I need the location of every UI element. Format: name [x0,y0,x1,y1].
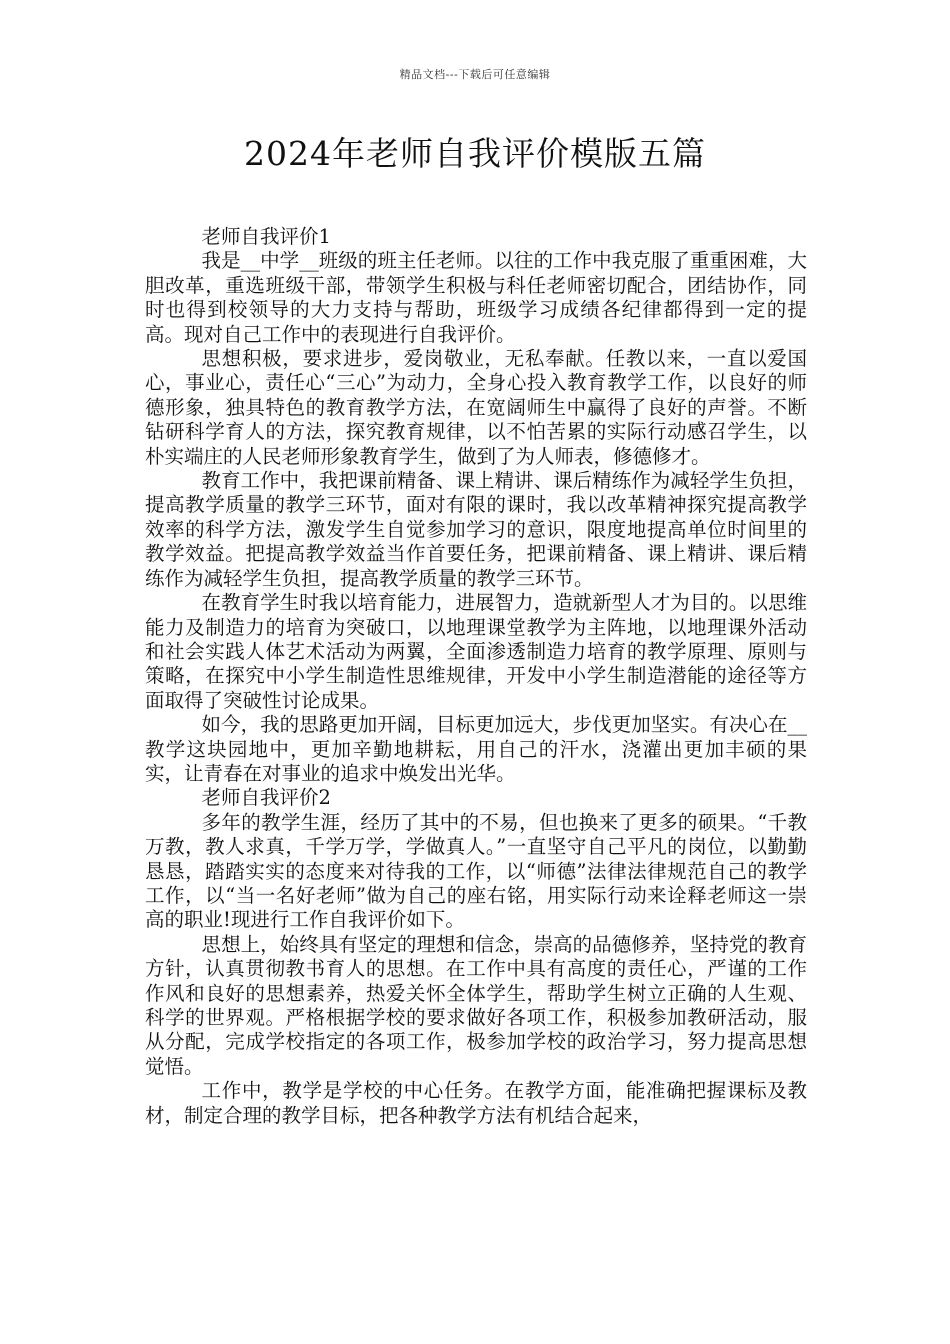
paragraph: 思想上，始终具有坚定的理想和信念，崇高的品德修养，坚持党的教育方针，认真贯彻教书育人的思想。在工作中具有高度的责任心，严谨的工作作风和良好的思想素养，热爱关怀全体学生，帮助学生树立正确的人生观、科学的世界观。严格根据学校的要求做好各项工作，积极参加教研活动，服从分配，完成学校指定的各项工作，极参加学校的政治学习，努力提高思想觉悟。 [145,932,807,1078]
page-header: 精品文档---下载后可任意编辑 [399,68,551,81]
section-heading-1: 老师自我评价1 [201,225,331,248]
section-heading-2: 老师自我评价2 [201,786,331,810]
paragraph: 思想积极，要求进步，爱岗敬业，无私奉献。任教以来，一直以爱国心，事业心，责任心“三心”为动力，全身心投入教育教学工作，以良好的师德形象，独具特色的教育教学方法，在宽阔师生中赢得了良好的声誉。不断钻研科学育人的方法，探究教育规律，以不怕苦累的实际行动感召学生，以朴实端庄的人民老师形象教育学生，做到了为人师表，修德修才。 [145,347,807,468]
paragraph: 教育工作中，我把课前精备、课上精讲、课后精练作为减轻学生负担，提高教学质量的教学三环节，面对有限的课时，我以改革精神探究提高教学效率的科学方法，激发学生自觉参加学习的意识，限度地提高单位时间里的教学效益。把提高教学效益当作首要任务，把课前精备、课上精讲、课后精练作为减轻学生负担，提高教学质量的教学三环节。 [145,469,807,590]
paragraph: 多年的教学生涯，经历了其中的不易，但也换来了更多的硕果。“千教万教，教人求真，千学万学，学做真人。”一直坚守自己平凡的岗位，以勤勤恳恳，踏踏实实的态度来对待我的工作，以“师德”法律法律规范自己的教学工作，以“当一名好老师”做为自己的座右铭，用实际行动来诠释老师这一崇高的职业!现进行工作自我评价如下。 [145,810,807,932]
paragraph: 工作中，教学是学校的中心任务。在教学方面，能准确把握课标及教材，制定合理的教学目标，把各种教学方法有机结合起来， [145,1079,807,1127]
paragraph: 在教育学生时我以培育能力，进展智力，造就新型人才为目的。以思维能力及制造力的培育为突破口，以地理课堂教学为主阵地，以地理课外活动和社会实践人体艺术活动为两翼，全面渗透制造力培育的教学原理、原则与策略，在探究中小学生制造性思维规律，开发中小学生制造潜能的途径等方面取得了突破性讨论成果。 [145,591,807,712]
paragraph: 如今，我的思路更加开阔，目标更加远大，步伐更加坚实。有决心在__教学这块园地中，更加辛勤地耕耘，用自己的汗水，浇灌出更加丰硕的果实，让青春在对事业的追求中焕发出光华。 [145,713,807,785]
paragraph: 我是__中学__班级的班主任老师。以往的工作中我克服了重重困难，大胆改革，重选班级干部，带领学生积极与科任老师密切配合，团结协作，同时也得到校领导的大力支持与帮助，班级学习成绩各纪律都得到一定的提高。现对自己工作中的表现进行自我评价。 [145,249,807,346]
document-body [145,225,807,1128]
document-title: 2024年老师自我评价模版五篇 [244,134,706,173]
